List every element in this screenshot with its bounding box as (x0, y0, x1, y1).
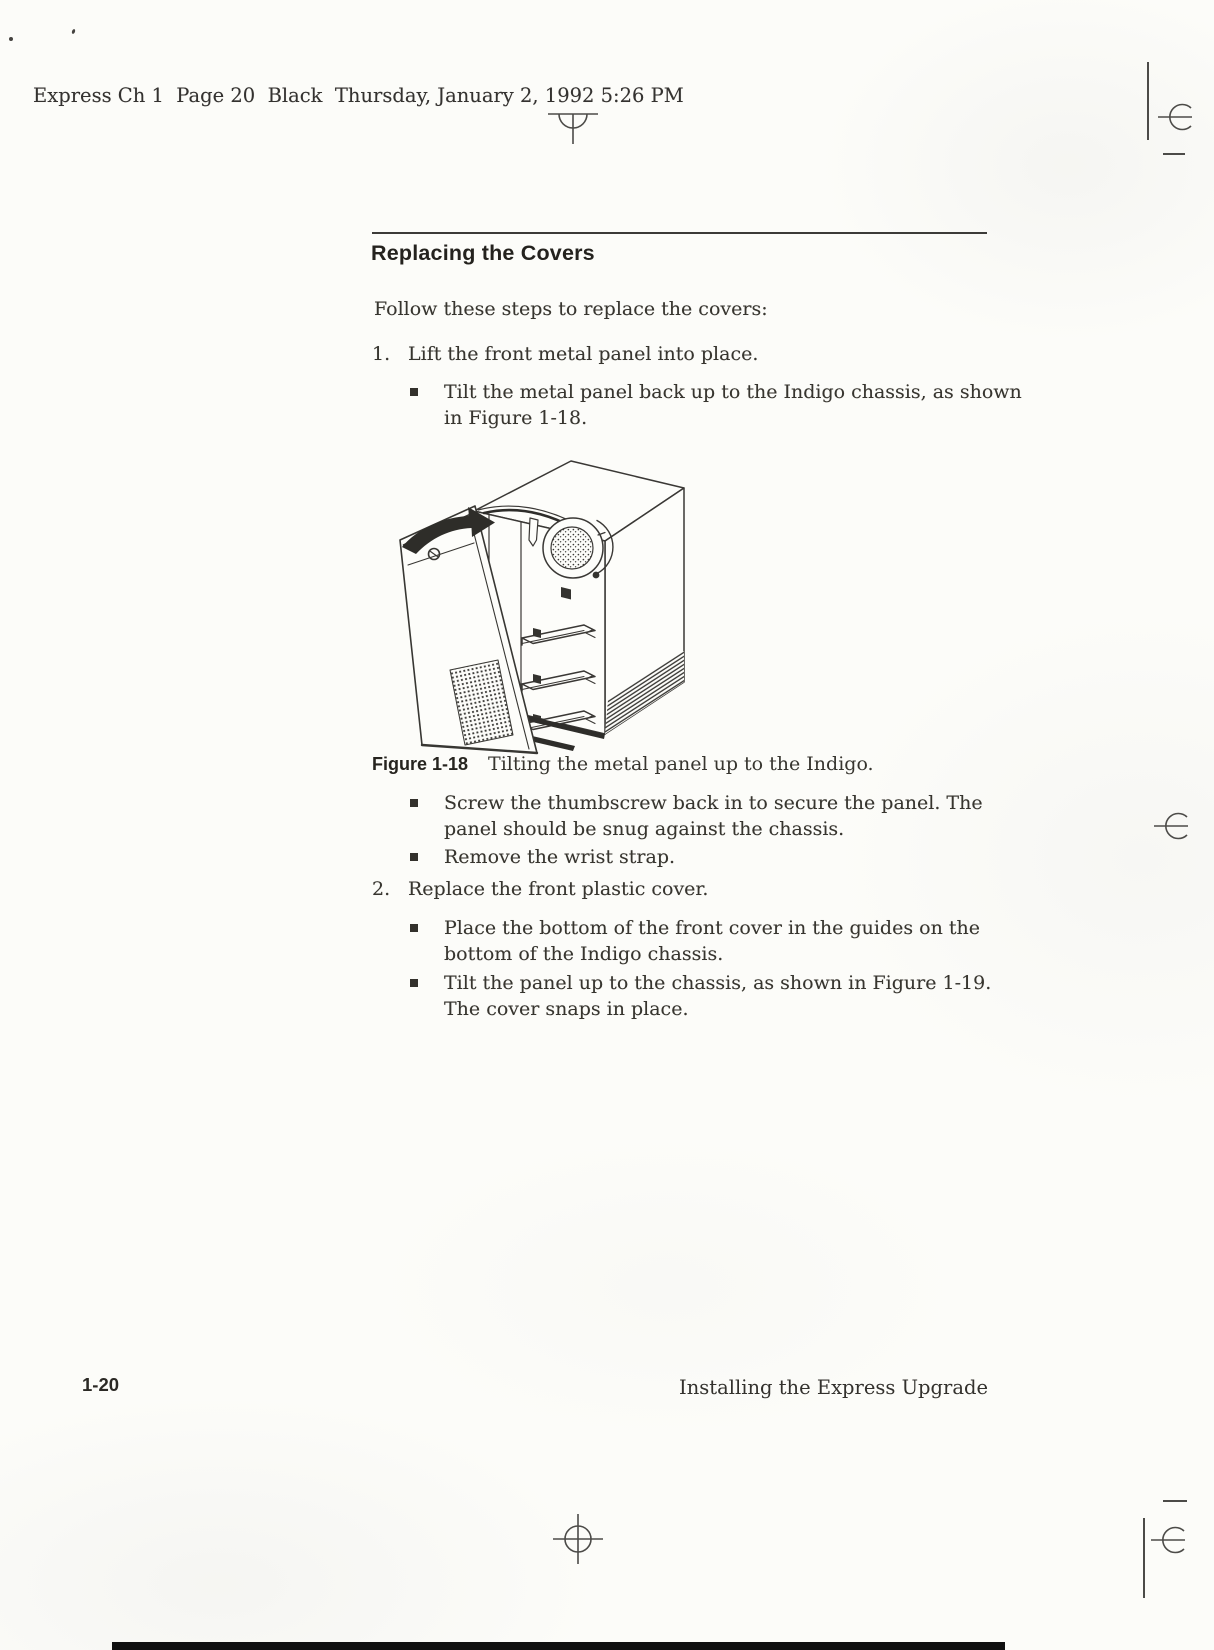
trim-line (1143, 1518, 1145, 1598)
bullet-item (410, 916, 1040, 967)
registration-target-icon (540, 104, 610, 150)
figure-caption-label: Figure 1-18 (372, 754, 469, 774)
step-text: Lift the front metal panel into place. (408, 343, 759, 365)
numbered-step-1 (372, 342, 1012, 368)
bullet-item (410, 971, 1040, 1022)
registration-target-icon (547, 1508, 609, 1570)
intro-paragraph: Follow these steps to replace the covers: (374, 298, 768, 320)
bullet-text: Screw the thumbscrew back in to secure the panel. The panel should be snug against the chassis. (444, 792, 983, 840)
step-number: 1. (372, 343, 391, 365)
bullet-square-icon (410, 853, 418, 861)
bullet-square-icon (410, 924, 418, 932)
numbered-step-2 (372, 877, 1012, 903)
bullet-item (410, 845, 1040, 871)
registration-target-icon (1158, 99, 1204, 139)
bullet-text: Tilt the panel up to the chassis, as shown in Figure 1-19. The cover snaps in place. (444, 972, 992, 1020)
print-imprint: Express Ch 1 Page 20 Black Thursday, January 2, 1992 5:26 PM (33, 84, 684, 107)
bullet-square-icon (410, 979, 418, 987)
trim-dash (1163, 1500, 1187, 1502)
trim-dash (1163, 153, 1185, 155)
scan-speck (9, 37, 13, 41)
bullet-square-icon (410, 799, 418, 807)
scan-speck (71, 29, 76, 35)
registration-target-icon (1154, 808, 1200, 848)
figure-caption (372, 753, 1072, 775)
step-number: 2. (372, 878, 391, 900)
footer-page-number: 1-20 (82, 1374, 120, 1395)
section-title: Replacing the Covers (371, 241, 595, 265)
bullet-square-icon (410, 388, 418, 396)
bullet-text: Tilt the metal panel back up to the Indigo chassis, as shown in Figure 1-18. (444, 381, 1022, 429)
trim-line (1147, 62, 1149, 140)
section-rule (372, 232, 987, 234)
bullet-text: Place the bottom of the front cover in the guides on the bottom of the Indigo chassis. (444, 917, 980, 965)
bullet-item (410, 791, 1040, 842)
bullet-text: Remove the wrist strap. (444, 846, 676, 868)
footer-book-title: Installing the Express Upgrade (679, 1376, 988, 1399)
figure-caption-text: Tilting the metal panel up to the Indigo. (488, 753, 874, 775)
step-text: Replace the front plastic cover. (408, 878, 709, 900)
trim-bar (112, 1642, 1005, 1650)
figure-illustration (372, 448, 692, 758)
bullet-item (410, 380, 1040, 431)
registration-target-icon (1151, 1522, 1197, 1562)
